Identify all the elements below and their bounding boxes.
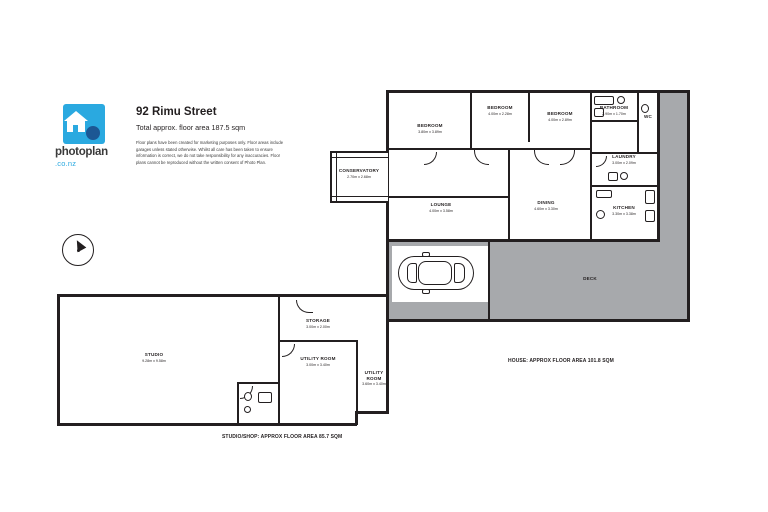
title-block bbox=[136, 106, 296, 167]
studio-wall-bottom2 bbox=[237, 423, 357, 426]
room-label-bedroom2: BEDROOM 4.00m x 2.28m bbox=[487, 105, 513, 116]
studio-wall-div4 bbox=[237, 382, 280, 384]
wall-dining-kitchen bbox=[590, 186, 592, 240]
page-title: 92 Rimu Street bbox=[136, 106, 217, 118]
wall-lounge-dining bbox=[508, 150, 510, 240]
car-illustration bbox=[398, 252, 474, 294]
room-label-bedroom1: BEDROOM 3.80m x 3.89m bbox=[417, 123, 443, 134]
wall-deck-right bbox=[687, 90, 690, 322]
wc-fixture bbox=[641, 104, 649, 113]
wall-right bbox=[657, 90, 660, 242]
wall-bath-wc bbox=[637, 92, 639, 152]
studio-wc-fixture bbox=[244, 392, 252, 401]
cons-glazing-3 bbox=[330, 196, 388, 197]
studio-wall-right bbox=[386, 294, 389, 414]
room-label-studio: STUDIO 9.28m x 9.58m bbox=[142, 352, 166, 363]
cons-glazing-2 bbox=[330, 157, 388, 158]
house-area-caption: HOUSE: APPROX FLOOR AREA 101.8 SQM bbox=[508, 358, 614, 364]
north-compass-icon bbox=[62, 234, 94, 266]
wall-bed3-bath bbox=[590, 92, 592, 154]
wall-cons-top bbox=[330, 151, 388, 153]
wall-dining-kitchen-top bbox=[590, 185, 658, 187]
logo-wordmark: photoplan bbox=[55, 146, 108, 158]
wall-carport-right bbox=[488, 240, 490, 320]
studio-wall-left bbox=[57, 294, 60, 426]
wall-bed1-bottom bbox=[388, 148, 472, 150]
laundry-tub-fixture bbox=[608, 172, 618, 181]
room-label-laundry: LAUNDRY 3.00m x 2.09m bbox=[612, 154, 636, 165]
bath-tub-fixture bbox=[594, 96, 614, 105]
room-label-bedroom3: BEDROOM 4.00m x 2.89m bbox=[547, 111, 573, 122]
room-label-wc: WC bbox=[643, 114, 653, 119]
studio-wall-div5 bbox=[237, 382, 239, 424]
disclaimer-text: Floor plans have been created for marketing purposes only. Floor areas include garages unless stated otherwise. Whilst all care has been taken to ensure information is correct, we do not take responsibility for any inaccuracies. Floor plans cannot be reproduced without the written consent of Photo Plan. bbox=[136, 139, 284, 166]
studio-shower-fixture bbox=[258, 392, 272, 403]
room-label-dining: DINING 4.60m x 3.30m bbox=[534, 200, 558, 211]
wall-lounge-top bbox=[388, 196, 508, 198]
room-label-bathroom: BATHROOM 2.90m x 1.70m bbox=[599, 105, 629, 116]
studio-wall-top bbox=[57, 294, 389, 297]
logo-text bbox=[55, 147, 127, 167]
basin-fixture bbox=[617, 96, 625, 104]
logo-domain: .co.nz bbox=[55, 158, 77, 168]
house-icon bbox=[64, 111, 88, 135]
room-label-utility2: UTILITY ROOM 3.60m x 3.40m bbox=[362, 370, 386, 387]
room-label-storage: STORAGE 3.00m x 2.00m bbox=[305, 318, 331, 329]
total-area-label: Total approx. floor area 187.5 sqm bbox=[136, 122, 246, 132]
room-label-utility1: UTILITY ROOM 3.00m x 3.40m bbox=[300, 356, 336, 367]
wall-deck-top bbox=[657, 90, 690, 93]
wall-top bbox=[386, 90, 660, 93]
studio-wall-right-bottom bbox=[355, 411, 389, 414]
room-label-kitchen: KITCHEN 3.30m x 3.38m bbox=[612, 205, 636, 216]
deck-fill-right bbox=[660, 90, 690, 240]
studio-door-swing-1 bbox=[296, 300, 313, 313]
studio-wall-div2 bbox=[278, 340, 358, 342]
studio-wall-bottom bbox=[57, 423, 237, 426]
logo-lens-icon bbox=[86, 126, 100, 140]
wall-bottom bbox=[386, 239, 660, 242]
room-label-deck: DECK bbox=[583, 276, 597, 281]
kitchen-bench-fixture bbox=[596, 190, 612, 198]
wall-bath-low bbox=[590, 120, 638, 122]
wall-bed1-bed2 bbox=[470, 92, 472, 150]
wall-cons-bottom bbox=[330, 201, 388, 203]
wall-deck-bottom bbox=[386, 319, 690, 322]
studio-area-caption: STUDIO/SHOP: APPROX FLOOR AREA 85.7 SQM bbox=[222, 434, 343, 440]
room-label-lounge: LOUNGE 4.00m x 3.58m bbox=[429, 202, 453, 213]
fridge-fixture bbox=[645, 190, 655, 204]
photoplan-logo bbox=[55, 104, 127, 172]
room-label-conservatory: CONSERVATORY 2.70m x 2.68m bbox=[338, 168, 380, 179]
studio-basin-fixture bbox=[244, 406, 251, 413]
laundry-basin-fixture bbox=[620, 172, 628, 180]
